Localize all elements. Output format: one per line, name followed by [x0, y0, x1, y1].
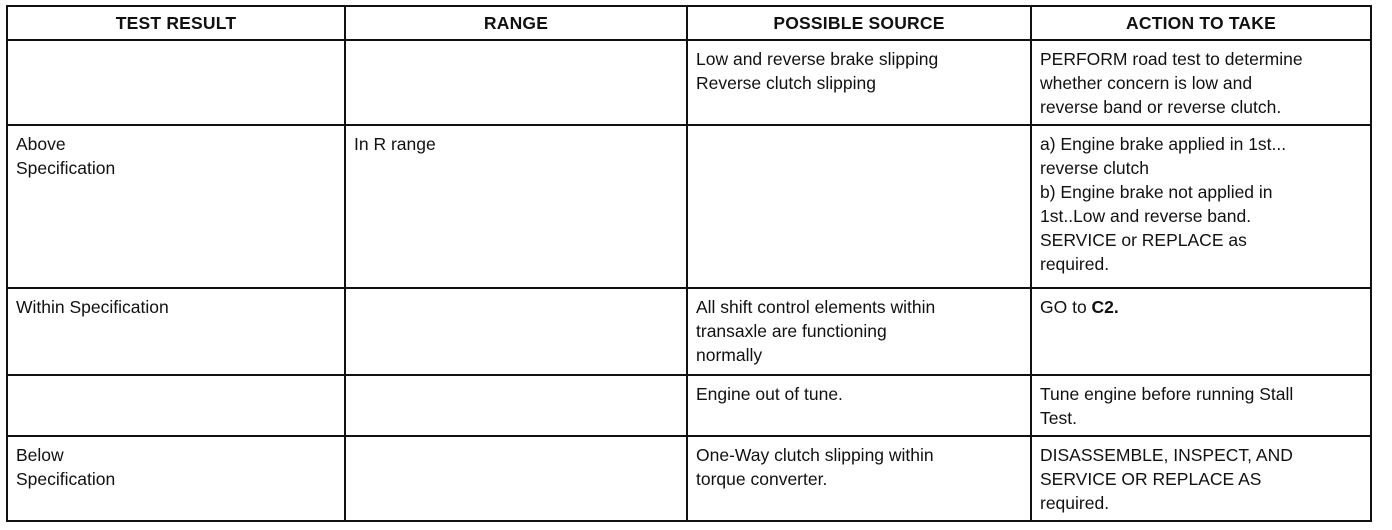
cell-action: [1031, 40, 1371, 125]
text-line: whether concern is low and: [1040, 73, 1253, 93]
table-row: [7, 288, 1371, 375]
text-line: Low and reverse brake slipping: [696, 49, 939, 69]
text-line: One-Way clutch slipping within: [696, 444, 934, 465]
step-reference: C2.: [1091, 296, 1119, 317]
table-row: [7, 125, 1371, 287]
cell-range: [345, 436, 687, 521]
text-line: PERFORM road test to determine: [1040, 49, 1303, 69]
text-line: required.: [1040, 492, 1110, 513]
text-line: Reverse clutch slipping: [696, 73, 876, 93]
text-line: a) Engine brake applied in 1st...: [1040, 134, 1287, 155]
text-line: SERVICE OR REPLACE AS: [1040, 468, 1262, 489]
cell-test-result: [7, 288, 345, 375]
cell-possible-source: [687, 436, 1031, 521]
cell-test-result: [7, 40, 345, 125]
text-line: SERVICE or REPLACE as: [1040, 230, 1247, 251]
cell-possible-source: [687, 375, 1031, 436]
text-line: Below: [16, 444, 64, 465]
text-line: b) Engine brake not applied in: [1040, 182, 1273, 203]
header-row: [7, 6, 1371, 40]
cell-possible-source: [687, 40, 1031, 125]
table-row: [7, 40, 1371, 125]
text-line: Engine out of tune.: [696, 383, 843, 404]
text-line: reverse clutch: [1040, 158, 1149, 179]
text-line: Within Specification: [16, 296, 169, 317]
table-row: [7, 436, 1371, 521]
header-possible-source: POSSIBLE SOURCE: [687, 6, 1031, 40]
cell-range: [345, 288, 687, 375]
text-line: DISASSEMBLE, INSPECT, AND: [1040, 444, 1293, 465]
cell-possible-source: [687, 125, 1031, 287]
text-line: normally: [696, 344, 763, 365]
text-line: Test.: [1040, 407, 1077, 428]
text-line: required.: [1040, 254, 1110, 275]
cell-range: [345, 125, 687, 287]
cell-action: [1031, 125, 1371, 287]
cell-test-result: [7, 375, 345, 436]
text-line: Specification: [16, 468, 116, 489]
header-action-to-take: ACTION TO TAKE: [1031, 6, 1371, 40]
cell-test-result: [7, 125, 345, 287]
cell-action: [1031, 436, 1371, 521]
header-test-result: TEST RESULT: [7, 6, 345, 40]
text-line: reverse band or reverse clutch.: [1040, 97, 1282, 117]
cell-range: [345, 40, 687, 125]
text-line: Above: [16, 134, 66, 155]
cell-action: [1031, 288, 1371, 375]
table-row: [7, 375, 1371, 436]
text-line: All shift control elements within: [696, 296, 936, 317]
cell-test-result: [7, 436, 345, 521]
header-range: RANGE: [345, 6, 687, 40]
text-line: Specification: [16, 158, 116, 179]
text-line: torque converter.: [696, 468, 828, 489]
cell-possible-source: [687, 288, 1031, 375]
text-line: Tune engine before running Stall: [1040, 383, 1294, 404]
diagnosis-table: [6, 5, 1372, 522]
cell-action: [1031, 375, 1371, 436]
cell-range: [345, 375, 687, 436]
text-line: In R range: [354, 134, 436, 155]
action-text: GO to: [1040, 296, 1092, 317]
text-line: transaxle are functioning: [696, 320, 887, 341]
text-line: [1040, 295, 1362, 319]
text-line: 1st..Low and reverse band.: [1040, 206, 1252, 227]
